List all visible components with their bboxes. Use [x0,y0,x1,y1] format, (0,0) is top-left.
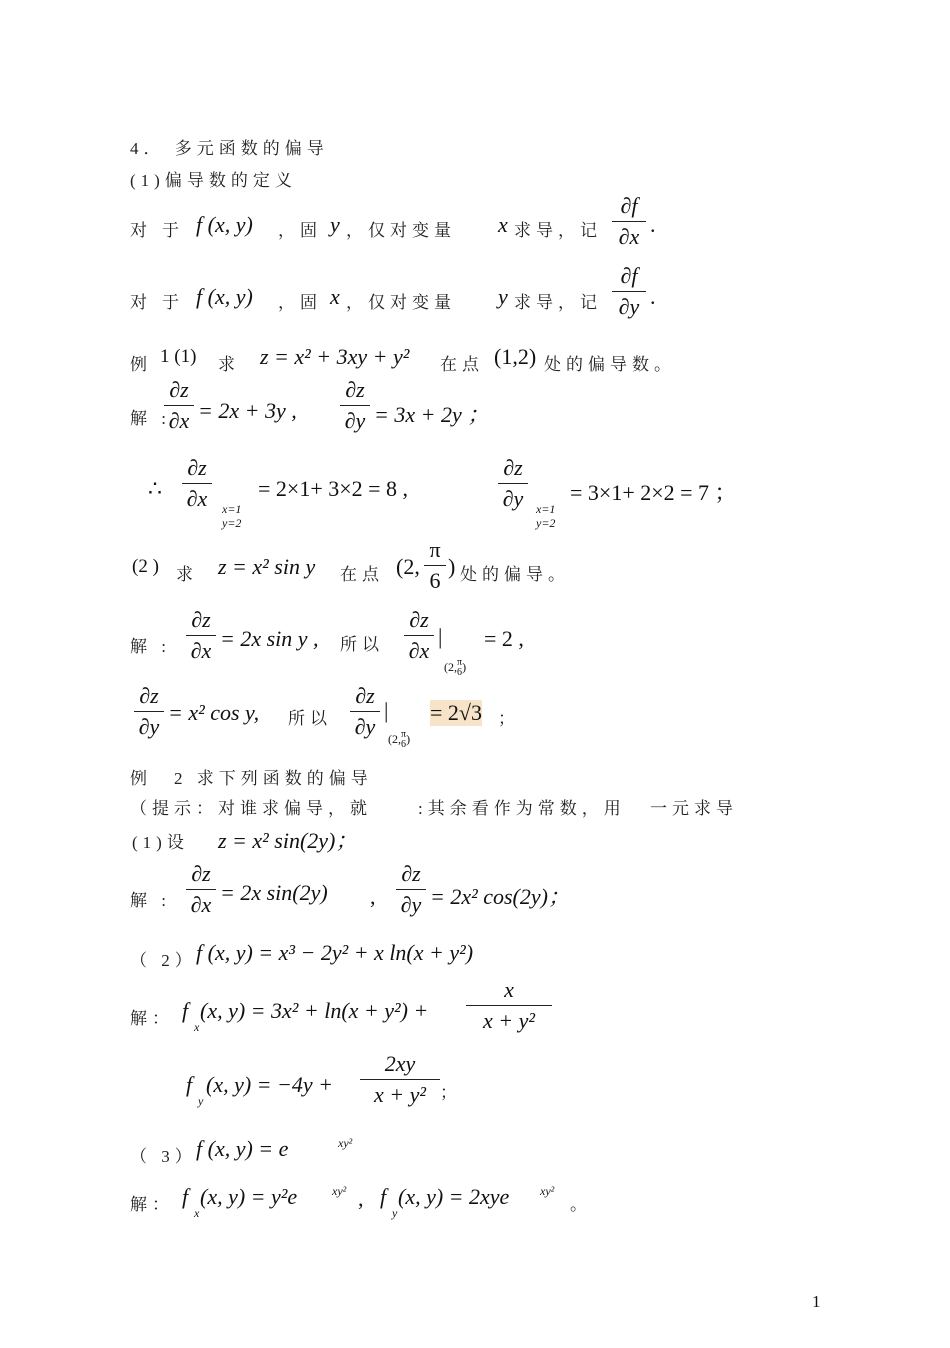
ex1-label: 例 [130,355,152,374]
ex1b-pre: 求 [176,565,198,584]
def-lead2: 于 [162,293,184,312]
ex1-cond-x2: x=1 [536,502,556,516]
ex2-ans3-label: 解： [130,1195,174,1214]
ex2-s1-frac: ∂z ∂x [186,862,216,917]
ex2-p3-sup: xy² [338,1136,353,1150]
def-var: y [498,284,508,309]
ex1-solution-label: 解 : [130,409,171,428]
ex2-p2-expr: f (x, y) = x³ − 2y² + x ln(x + y²) [196,940,474,965]
ex1-dzdy: = 3x + 2y ； [374,402,490,427]
ex1b-point-fraction: π 6 [424,538,446,593]
def-lead: 对 [130,293,152,312]
def-end: 求导，记 [514,221,602,240]
ex1b-mid: 在点 [340,565,384,584]
ex1b-eval-point: (2,π 6) [444,657,467,678]
ex1-cond-x: x=1 [222,502,242,516]
f3x-expr: (x, y) = y²e [200,1184,298,1209]
def-mid: ，固 [278,221,322,240]
ex1-val2: = 3×1+ 2×2 = 7 ； [570,480,737,505]
ex2-p1-label: (1)设 [132,833,189,852]
fx-symbol: f [182,998,189,1023]
ex1-expr: z = x² + 3xy + y² [260,344,410,369]
def-fixed: x [330,284,340,309]
ex1b-point-right: ) [448,554,456,579]
ex1-dzdy-frac: ∂z ∂y [340,378,370,433]
ex1-val1-frac: ∂z ∂x [182,456,212,511]
ex1b-r2v-frac: ∂z ∂y [350,684,380,739]
ex1b-num: (2 ) [132,556,159,577]
therefore-symbol: ∴ [148,476,162,501]
def-mid: ，固 [278,293,322,312]
ex2-ans-label: 解： [130,1009,174,1028]
ex2-p2-label: （ 2） [130,951,197,970]
ex1b-r1-frac: ∂z ∂x [186,608,216,663]
ex1b-r2: = x² cos y, [168,700,260,725]
ex1-point: (1,2) [494,344,537,369]
ex1b-point-left: (2, [396,554,420,579]
ex1b-expr: z = x² sin y [218,554,316,579]
ex1-cond-y2: y=2 [536,516,556,530]
ex2-s2: = 2x² cos(2y)； [430,884,570,909]
ex1b-r2end: ； [498,709,520,728]
def-end: 求导，记 [514,293,602,312]
def-dot: . [650,284,656,309]
def-mid2: ，仅对变量 [346,221,456,240]
fx-subscript: x [194,1020,200,1034]
ex2-note-left: （提示：对谁求偏导，就 [130,799,372,818]
def-fraction: ∂f ∂x [612,194,646,249]
def-fraction: ∂f ∂y [612,264,646,319]
f3-sep: , [358,1186,364,1211]
f3x-subscript: x [194,1206,200,1220]
f3x-symbol: f [182,1184,189,1209]
fy-fraction: 2xy x + y² [360,1052,440,1107]
ex2-p1-expr: z = x² sin(2y)； [218,828,358,853]
def-func: f (x, y) [196,284,253,309]
ex2-p3-label: （ 3） [130,1147,197,1166]
fy-subscript: y [198,1094,204,1108]
def-func: f (x, y) [196,212,253,237]
def-fixed: y [330,212,340,237]
ex2-sol-label: 解 : [130,891,171,910]
f3y-symbol: f [380,1184,387,1209]
ex1-pre: 求 [218,355,240,374]
ex2-note-right: 一元求导 [650,799,738,818]
ex1-dzdx-frac: ∂z ∂x [164,378,194,433]
ex1-cond-y: y=2 [222,516,242,530]
ex1b-r1v-frac: ∂z ∂x [404,608,434,663]
ex1b-eval-point2: (2,π 6) [388,729,411,750]
f3x-sup: xy² [332,1184,347,1198]
section-subheading: (1)偏导数的定义 [130,171,297,190]
fx-fraction: x x + y² [466,978,552,1033]
def-lead2: 于 [162,221,184,240]
section-heading: 4． 多元函数的偏导 [130,139,329,158]
ex1b-r1b: 所以 [340,635,384,654]
ex1-num: 1 (1) [160,346,197,367]
page-number: 1 [812,1292,821,1311]
eval-bar: | [384,698,389,723]
ex1b-r2v: = 2√3 [430,700,482,725]
ex1-dzdx: = 2x + 3y , [198,398,297,423]
ex2-s1: = 2x sin(2y) [220,880,328,905]
ex1-end: 处的偏导数。 [544,355,676,374]
ex1b-r2b: 所以 [288,709,332,728]
ex2-s2-frac: ∂z ∂y [396,862,426,917]
fx-expr: (x, y) = 3x² + ln(x + y²) + [200,998,429,1023]
ex1-val2-frac: ∂z ∂y [498,456,528,511]
eval-bar: | [438,624,443,649]
ex1b-solution-label: 解 : [130,637,171,656]
ex1b-r1v: = 2 , [484,626,524,651]
ex2-p3-expr: f (x, y) = e [196,1136,289,1161]
fy-symbol: f [186,1072,193,1097]
ex1b-end: 处的偏导。 [460,565,570,584]
ex2-note-mid: :其余看作为常数，用 [418,799,626,818]
ex2-sep: , [370,884,376,909]
def-dot: . [650,212,656,237]
ex2-heading: 例 2 求下列函数的偏导 [130,769,373,788]
def-mid2: ，仅对变量 [346,293,456,312]
f3y-subscript: y [392,1206,398,1220]
ex1-val1: = 2×1+ 3×2 = 8 , [258,476,409,501]
f3y-expr: (x, y) = 2xye [398,1184,510,1209]
fy-end: ； [440,1083,462,1102]
ex1b-r1: = 2x sin y , [220,626,319,651]
f3y-sup: xy² [540,1184,555,1198]
fy-expr: (x, y) = −4y + [206,1072,333,1097]
def-var: x [498,212,508,237]
ex1b-r2-frac: ∂z ∂y [134,684,164,739]
ex1-mid: 在点 [440,355,484,374]
f3-end: 。 [570,1195,592,1214]
def-lead: 对 [130,221,152,240]
